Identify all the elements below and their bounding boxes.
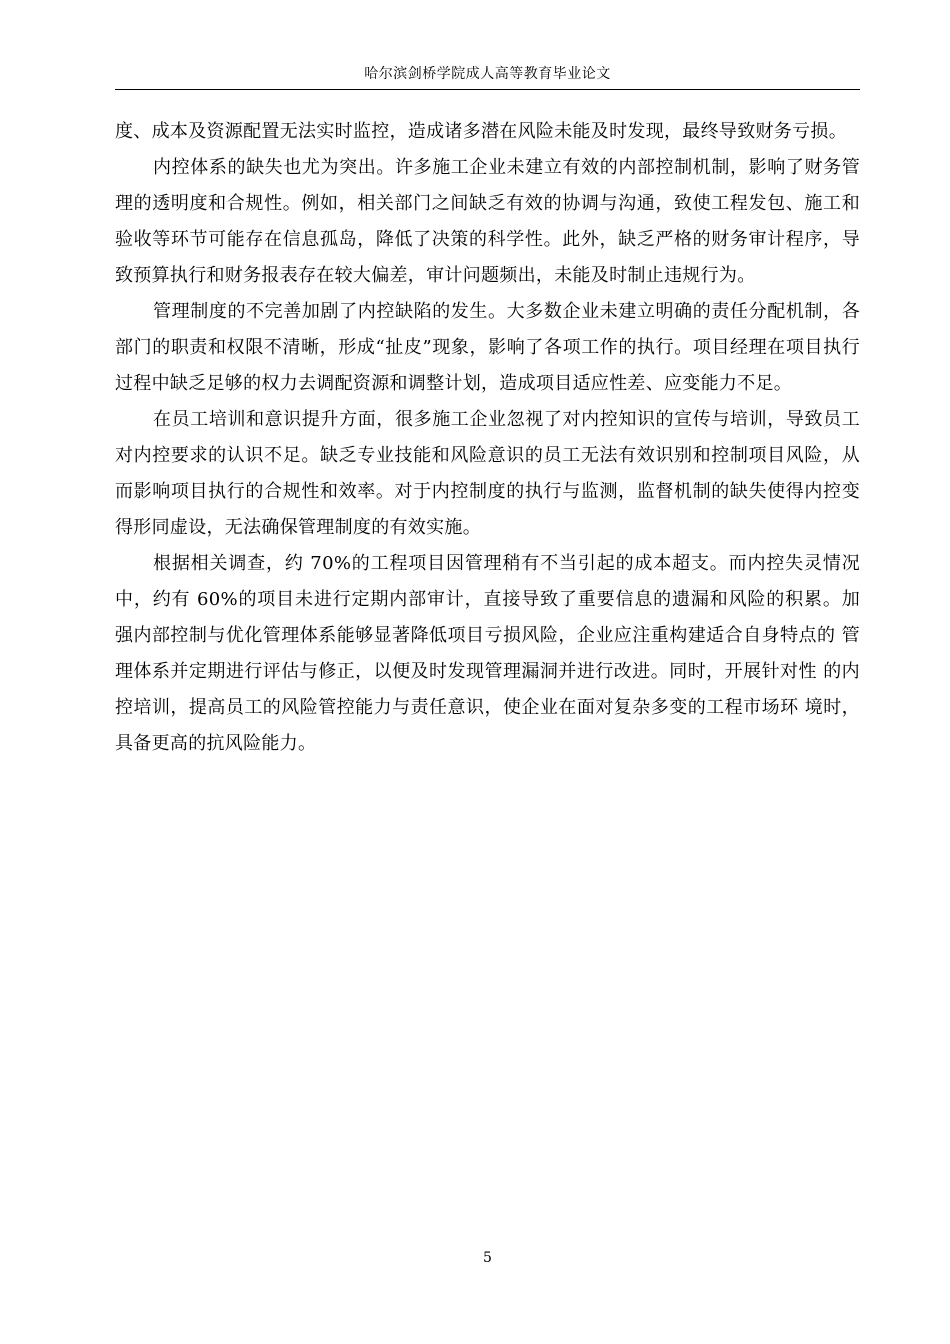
paragraph-staff-training: 在员工培训和意识提升方面，很多施工企业忽视了对内控知识的宣传与培训，导致员工对内控要求的认识不足。缺乏专业技能和风险意识的员工无法有效识别和控制项目风险，从而影响项目执行的合规性和效率。对于内控制度的执行与监测，监督机制的缺失使得内控变得形同虚设，无法确保管理制度的有效实施。 <box>115 409 860 538</box>
body-text <box>115 114 860 762</box>
header-divider <box>115 89 860 90</box>
page-number: 5 <box>483 1250 492 1266</box>
paragraph-survey-findings: 根据相关调查，约 70%的工程项目因管理稍有不当引起的成本超支。而内控失灵情况 中，约有 60%的项目未进行定期内部审计，直接导致了重要信息的遗漏和风险的积累。加 强内部控制与优化管理体系能够显著降低项目亏损风险，企业应注重构建适合自身特点的 管理体系并定期进行评估与修正，以便及时发现管理漏洞并进行改进。同时，开展针对性 的内控培训，提高员工的风险管控能力与责任意识，使企业在面对复杂多变的工程市场环 境时，具备更高的抗风险能力。 <box>115 553 860 754</box>
running-header: 哈尔滨剑桥学院成人高等教育毕业论文 <box>364 66 611 82</box>
paragraph-internal-control-absence: 内控体系的缺失也尤为突出。许多施工企业未建立有效的内部控制机制，影响了财务管理的透明度和合规性。例如，相关部门之间缺乏有效的协调与沟通，致使工程发包、施工和验收等环节可能存在信息孤岛，降低了决策的科学性。此外，缺乏严格的财务审计程序，导致预算执行和财务报表存在较大偏差，审计问题频出，未能及时制止违规行为。 <box>115 157 860 286</box>
paragraph-management-system: 管理制度的不完善加剧了内控缺陷的发生。大多数企业未建立明确的责任分配机制，各部门的职责和权限不清晰，形成“扯皮”现象，影响了各项工作的执行。项目经理在项目执行过程中缺乏足够的权力去调配资源和调整计划，造成项目适应性差、应变能力不足。 <box>115 301 860 394</box>
paragraph-continuation: 度、成本及资源配置无法实时监控，造成诸多潜在风险未能及时发现，最终导致财务亏损。 <box>115 121 847 142</box>
